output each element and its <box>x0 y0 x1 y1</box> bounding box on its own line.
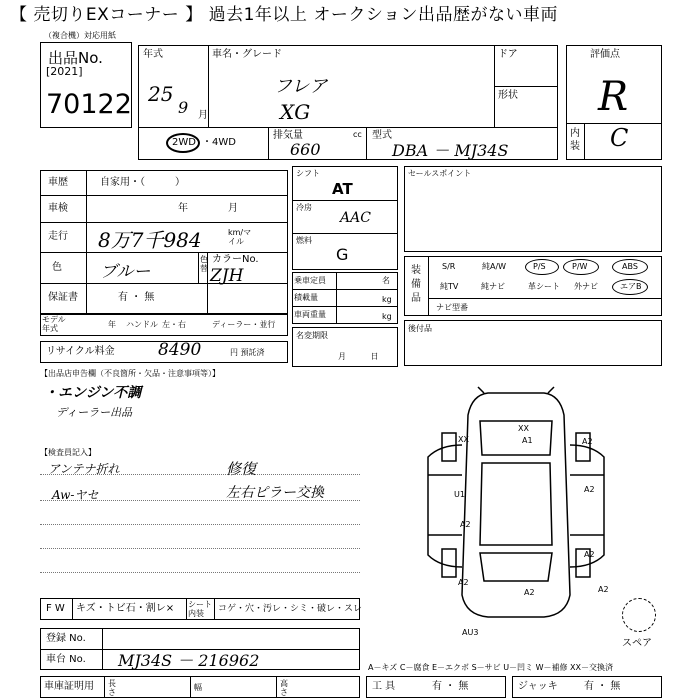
shaken-value: 年 月 <box>178 203 238 214</box>
damage-legend: A－キズ C－腐食 E－エクボ S－サビ U－凹ミ W－補修 XX－交換済 <box>368 663 614 672</box>
capacity-unit: 名 <box>382 276 390 285</box>
banner-title: 【 売切りEXコーナー 】 過去1年以上 オークション出品歴がない車両 <box>0 0 700 30</box>
displacement-value: 660 <box>290 140 321 159</box>
mark-a2-right-rear: A2 <box>584 550 595 559</box>
color-swap-label: 色替 <box>200 255 208 273</box>
load-label: 積載量 <box>294 293 318 302</box>
equip-tv: 純TV <box>440 282 459 291</box>
mark-a2-left-door: A2 <box>460 520 471 529</box>
shift-value: AT <box>332 180 353 198</box>
reki-value: 自家用・（ ） <box>100 177 185 188</box>
declaration-line2: ディーラー出品 <box>56 406 133 419</box>
inspector-line3: 修復 <box>226 460 257 478</box>
recycle-value: 8490 <box>158 340 202 360</box>
lot-year: [2021] <box>46 65 83 78</box>
handle-value: 左・右 <box>162 320 186 329</box>
garage-cert-label: 車庫証明用 <box>44 681 94 692</box>
ac-value: AAC <box>340 210 371 226</box>
year-label: 年式 <box>143 49 163 60</box>
mark-a2-rear-left: A2 <box>458 578 469 587</box>
equip-navi: 純ナビ <box>481 282 505 291</box>
capacity-label: 乗車定員 <box>294 276 326 285</box>
equipment-label: 装備品 <box>411 265 421 304</box>
warranty-label: 保証書 <box>48 292 78 303</box>
tools-value: 有 ・ 無 <box>432 681 469 692</box>
mileage-label: 走行 <box>48 231 68 242</box>
reki-label: 車歴 <box>48 177 68 188</box>
equip-ps: P/S <box>533 262 546 271</box>
chassis-value: MJ34S － 216962 <box>118 651 260 670</box>
declaration-label: 【出品店申告欄（不良箇所・欠品・注意事項等）】 <box>40 369 220 378</box>
month-value: 9 <box>178 98 189 117</box>
spare-tire-circle <box>622 598 656 632</box>
sales-point-box <box>404 166 662 252</box>
chassis-label: 車台 No. <box>46 654 86 665</box>
mark-a2-rear-right: A2 <box>598 585 609 594</box>
mileage-value: 8万7千984 <box>98 228 202 252</box>
inspector-label: 【検査員記入】 <box>40 448 96 457</box>
mark-xx-front: XX <box>518 424 529 433</box>
mark-au3-rear: AU3 <box>462 628 479 637</box>
equip-leather: 革シート <box>528 282 560 291</box>
term-unit: 月 日 <box>338 352 379 361</box>
door-label: ドア <box>498 49 518 60</box>
mileage-unit: km/マイル <box>228 228 252 246</box>
fw-kizu: キズ・トビ石・割レ× <box>76 603 175 614</box>
color-label: 色 <box>52 262 62 273</box>
warranty-value: 有 ・ 無 <box>118 292 155 303</box>
car-damage-diagram <box>418 385 614 625</box>
sales-label: セールスポイント <box>408 169 472 178</box>
height-label: 高さ <box>280 679 288 697</box>
colorno-value: ZJH <box>210 266 244 286</box>
shaken-label: 車検 <box>48 203 68 214</box>
seat-label: シート内装 <box>188 600 212 618</box>
after-market-box <box>404 320 662 366</box>
mark-u1-left: U1 <box>454 490 465 499</box>
after-label: 後付品 <box>408 324 432 333</box>
name-label: 車名・グレード <box>212 49 282 60</box>
mark-a2-rear: A2 <box>524 588 535 597</box>
equip-ext-navi: 外ナビ <box>574 282 598 291</box>
interior-label: 内装 <box>570 128 580 152</box>
colorno-label: カラーNo. <box>212 254 259 265</box>
interior-value: C <box>610 124 629 152</box>
navi-model-label: ナビ型番 <box>436 303 468 312</box>
drive-2wd: 2WD <box>172 137 196 148</box>
month-unit: 月 <box>198 110 208 121</box>
equip-airbag: エアB <box>620 282 642 291</box>
equip-sr: S/R <box>442 262 456 271</box>
jack-label: ジャッキ <box>518 681 558 692</box>
spare-label: スペア <box>622 638 652 649</box>
equip-alloy: 純A/W <box>482 262 507 271</box>
fuel-label: 燃料 <box>296 236 312 245</box>
fuel-value: G <box>336 245 349 264</box>
shape-label: 形状 <box>498 90 518 101</box>
drive-4wd: ・4WD <box>202 137 236 148</box>
handle-label: ハンドル <box>126 320 158 329</box>
jack-value: 有 ・ 無 <box>584 681 621 692</box>
grade-value: XG <box>280 100 311 124</box>
mark-xx-left: XX <box>458 435 469 444</box>
inspector-line2: Aw-ヤセ <box>52 488 99 502</box>
inspector-line4: 左右ピラー交換 <box>226 485 324 501</box>
registration-label: 登録 No. <box>46 633 86 644</box>
model-year-label: モデル年式 <box>42 315 66 333</box>
year-value: 25 <box>148 82 174 106</box>
lot-label: 出品No. <box>48 49 103 67</box>
length-label: 長さ <box>108 679 116 697</box>
mark-a2-right-door: A2 <box>584 485 595 494</box>
recycle-label: リサイクル料金 <box>46 346 115 357</box>
seat-value: コゲ・穴・汚レ・シミ・破レ・スレ <box>218 604 363 614</box>
inspector-line1: アンテナ折れ <box>48 462 120 476</box>
cc-unit: cc <box>353 130 362 139</box>
model-label: 型式 <box>372 130 392 141</box>
mark-a2-right-front: A2 <box>582 437 593 446</box>
displacement-label: 排気量 <box>273 130 303 141</box>
car-name-value: フレア <box>274 76 328 97</box>
width-label: 幅 <box>194 683 202 692</box>
sheet-subtitle: （複合機）対応用紙 <box>44 31 116 40</box>
weight-label: 車両重量 <box>294 310 326 319</box>
score-label: 評価点 <box>590 49 620 60</box>
lot-number: 70122 <box>46 89 132 120</box>
model-year-unit: 年 <box>108 320 116 329</box>
shift-label: シフト <box>296 169 320 178</box>
fw-label: F W <box>46 603 65 614</box>
weight-unit: kg <box>382 312 392 321</box>
mark-a1-front: A1 <box>522 436 533 445</box>
dealer-label: ディーラー・並行 <box>212 320 276 329</box>
score-value: R <box>598 74 629 120</box>
ac-label: 冷房 <box>296 203 312 212</box>
color-value: ブルー <box>100 262 151 282</box>
recycle-unit: 円 預託済 <box>230 348 265 357</box>
term-label: 名変期限 <box>296 331 328 340</box>
equip-abs: ABS <box>622 262 638 271</box>
load-unit: kg <box>382 295 392 304</box>
tools-label: 工 具 <box>372 681 396 692</box>
equip-pw: P/W <box>572 262 588 271</box>
declaration-line1: ・エンジン不調 <box>44 385 142 401</box>
model-value: DBA － MJ34S <box>392 141 509 160</box>
